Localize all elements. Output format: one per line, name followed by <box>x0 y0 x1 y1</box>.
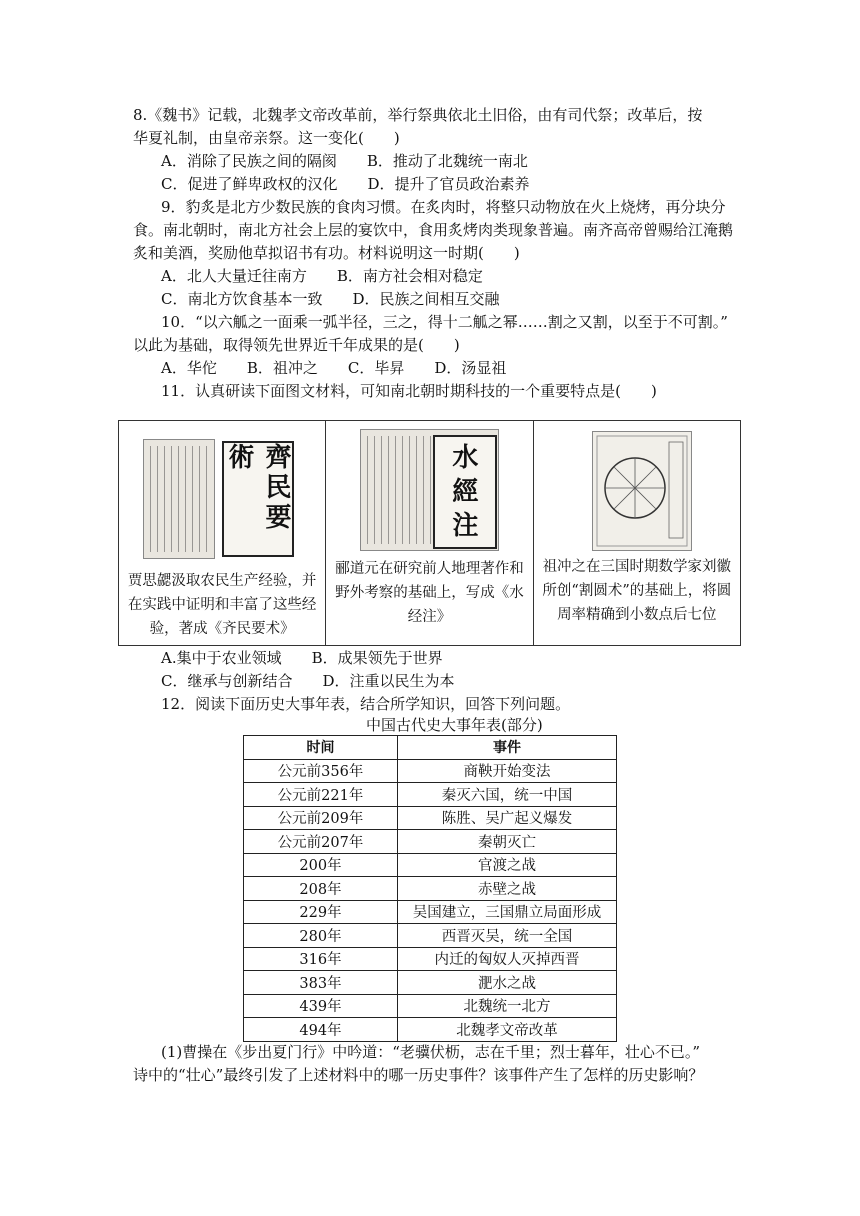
table-body <box>244 759 617 1041</box>
cell-time: 公元前356年 <box>244 759 398 783</box>
table-row <box>244 971 617 995</box>
cover-char: 注 <box>452 511 479 541</box>
q11-options-cd: C．继承与创新结合 D．注重以民生为本 <box>161 672 455 690</box>
q11-options-ab: A.集中于农业领域 B．成果领先于世界 <box>161 649 443 667</box>
panel-shuijing-zhu <box>326 421 533 645</box>
panel-qimin-yaoshu <box>119 421 326 645</box>
pi-diagram-image <box>592 431 692 551</box>
q12-stem: 12．阅读下面历史大事年表，结合所学知识，回答下列问题。 <box>161 695 571 713</box>
panel-caption: 贾思勰汲取农民生产经验，并在实践中证明和丰富了这些经验，著成《齐民要术》 <box>127 573 317 637</box>
q12-sub1-line2: 诗中的“壮心”最终引发了上述材料中的哪一历史事件？该事件产生了怎样的历史影响？ <box>133 1066 704 1084</box>
cell-time: 229年 <box>244 900 398 924</box>
cell-event: 北魏统一北方 <box>398 994 617 1018</box>
cell-time: 494年 <box>244 1018 398 1042</box>
q8-options-ab: A．消除了民族之间的隔阂 B．推动了北魏统一南北 <box>161 152 528 170</box>
q9-options-cd: C．南北方饮食基本一致 D．民族之间相互交融 <box>161 290 500 308</box>
cell-event: 北魏孝文帝改革 <box>398 1018 617 1042</box>
cell-event: 赤壁之战 <box>398 877 617 901</box>
header-event: 事件 <box>398 736 617 760</box>
cell-event: 西晋灭吴，统一全国 <box>398 924 617 948</box>
table-row <box>244 853 617 877</box>
cell-time: 280年 <box>244 924 398 948</box>
cell-event: 陈胜、吴广起义爆发 <box>398 806 617 830</box>
cell-event: 官渡之战 <box>398 853 617 877</box>
cell-time: 383年 <box>244 971 398 995</box>
q11-stem: 11．认真研读下面图文材料，可知南北朝时期科技的一个重要特点是( ) <box>161 382 657 400</box>
panel-caption: 祖冲之在三国时期数学家刘徽所创“割圆术”的基础上，将圆周率精确到小数点后七位 <box>542 559 732 623</box>
q9-stem-line2: 食。南北朝时，南北方社会上层的宴饮中，食用炙烤肉类现象普遍。南齐高帝曾赐给江淹鹅 <box>133 221 734 239</box>
cell-event: 秦朝灭亡 <box>398 830 617 854</box>
book-cover-title <box>433 435 497 549</box>
cell-event: 内迁的匈奴人灭掉西晋 <box>398 947 617 971</box>
table-row <box>244 806 617 830</box>
cell-time: 公元前207年 <box>244 830 398 854</box>
cell-event: 吴国建立，三国鼎立局面形成 <box>398 900 617 924</box>
book-page-image <box>143 439 215 559</box>
q9-options-ab: A．北人大量迁往南方 B．南方社会相对稳定 <box>161 267 483 285</box>
table-row <box>244 759 617 783</box>
panel-zu-chongzhi <box>534 421 740 645</box>
table-header-row <box>244 736 617 760</box>
cover-char: 經 <box>452 477 479 507</box>
q9-stem-line3: 炙和美酒，奖励他草拟诏书有功。材料说明这一时期( ) <box>133 244 520 262</box>
table-row <box>244 924 617 948</box>
cell-event: 秦灭六国，统一中国 <box>398 783 617 807</box>
cover-char: 水 <box>452 443 479 473</box>
table-row <box>244 877 617 901</box>
q10-options: A．华佗 B．祖冲之 C．毕昇 D．汤显祖 <box>161 359 507 377</box>
table-row <box>244 900 617 924</box>
panel-caption: 郦道元在研究前人地理著作和野外考察的基础上，写成《水经注》 <box>335 561 524 625</box>
q8-options-cd: C．促进了鲜卑政权的汉化 D．提升了官员政治素养 <box>161 175 530 193</box>
circle-diagram-icon <box>593 432 691 550</box>
q8-stem-line2: 华夏礼制，由皇帝亲祭。这一变化( ) <box>133 129 400 147</box>
q11-figure-panel <box>118 420 741 646</box>
cell-time: 公元前221年 <box>244 783 398 807</box>
book-cover-title: 齊民要術 <box>222 441 294 557</box>
cell-time: 208年 <box>244 877 398 901</box>
events-table <box>243 735 617 1042</box>
header-time: 时间 <box>244 736 398 760</box>
table-row <box>244 783 617 807</box>
q10-stem-line1: 10．“以六觚之一面乘一弧半径，三之，得十二觚之幂……割之又割，以至于不可割。” <box>161 313 728 331</box>
cell-time: 公元前209年 <box>244 806 398 830</box>
cell-time: 439年 <box>244 994 398 1018</box>
q9-stem-line1: 9．豹炙是北方少数民族的食肉习惯。在炙肉时，将整只动物放在火上烧烤，再分块分 <box>161 198 726 216</box>
cell-event: 商鞅开始变法 <box>398 759 617 783</box>
cell-event: 淝水之战 <box>398 971 617 995</box>
q12-sub1-line1: (1)曹操在《步出夏门行》中吟道：“老骥伏枥，志在千里；烈士暮年，壮心不已。” <box>161 1043 701 1061</box>
q8-stem-line1: 8.《魏书》记载，北魏孝文帝改革前，举行祭典依北土旧俗，由有司代祭；改革后，按 <box>133 106 703 124</box>
table-row <box>244 994 617 1018</box>
table-row <box>244 830 617 854</box>
cell-time: 316年 <box>244 947 398 971</box>
cell-time: 200年 <box>244 853 398 877</box>
table-title: 中国古代史大事年表(部分) <box>366 716 543 734</box>
table-row <box>244 1018 617 1042</box>
q10-stem-line2: 以此为基础，取得领先世界近千年成果的是( ) <box>133 336 460 354</box>
table-row <box>244 947 617 971</box>
